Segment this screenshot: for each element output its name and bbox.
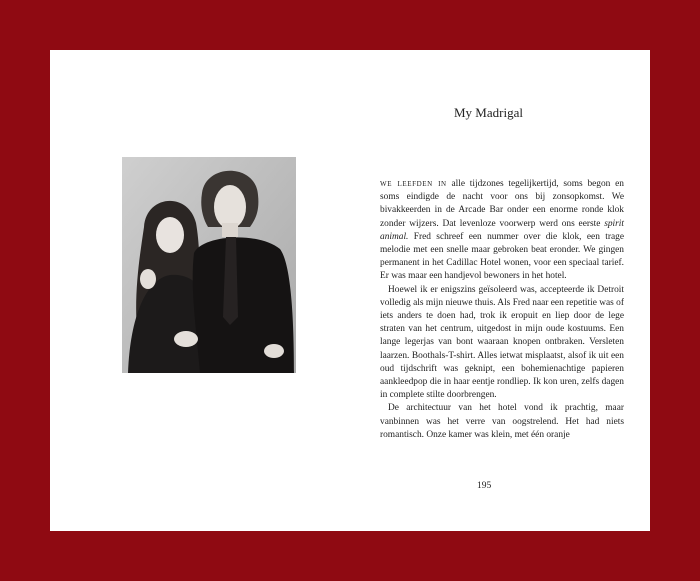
paragraph-text: alle tijdzones tegelijkertijd, soms begon en soms eindigde de nacht voor ons bij zonsopkomst. We bivakkeerden in de Arcade Bar onder een enorme ronde klok zonder wijzers. Dat levenloze voorwerp werd ons eerste bbox=[380, 179, 624, 229]
paragraph-1 bbox=[380, 178, 624, 284]
portrait-photo-image bbox=[122, 157, 296, 373]
paragraph-2: Hoewel ik er enigszins geïsoleerd was, accepteerde ik Detroit volledig als mijn nieuwe thuis. Als Fred naar een repetitie was of iets anders te doen had, trok ik eropuit en liep door de lege straten van het centrum, uitgedost in mijn oude kostuums. Een lange legerjas van bont waaraan knopen ontbraken. Versleten laarzen. Boothals-T-shirt. Alles ietwat misplaatst, alsof ik uit een oud tijdschrift was geknipt, een bohemienachtige papieren aankleedpop die in haar eentje rondliep. Ik kon uren, zelfs dagen in complete stilte doorbrengen. bbox=[380, 284, 624, 401]
paragraph-text-cont: Fred schreef een nummer over die klok, een trage melodie met een snelle maar gebroken beat eronder. We gingen permanent in het Cadillac Hotel wonen, voor een speciaal tarief. Er was maar een handjevol bewoners in het hotel. bbox=[380, 231, 624, 282]
book-page bbox=[50, 50, 650, 531]
paragraph-emphasis: spirit animal. bbox=[380, 218, 624, 242]
paragraph-lead: we leefden in bbox=[380, 179, 447, 189]
body-text bbox=[380, 178, 624, 442]
chapter-title: My Madrigal bbox=[454, 105, 523, 120]
portrait-photo bbox=[122, 157, 296, 373]
page-number: 195 bbox=[477, 481, 492, 491]
paragraph-3: De architectuur van het hotel vond ik prachtig, maar vanbinnen was het verre van oogstrelend. Het had niets romantisch. Onze kamer was klein, met één oranje bbox=[380, 403, 624, 440]
